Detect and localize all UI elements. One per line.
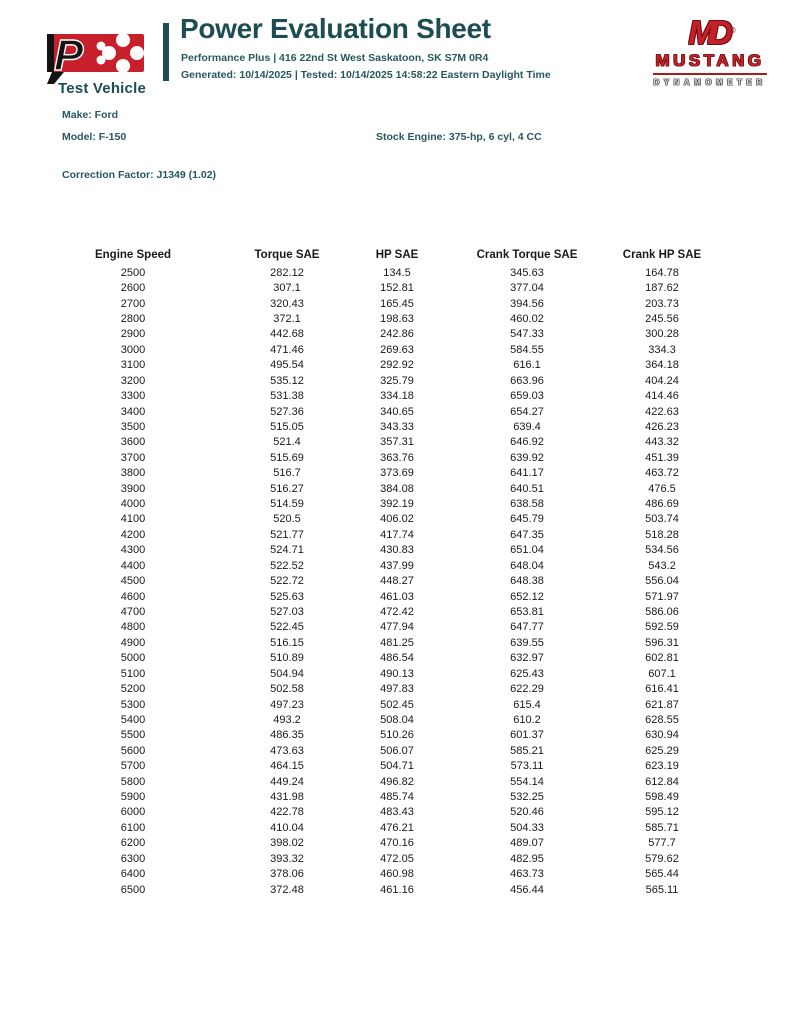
table-cell: 476.21 bbox=[380, 821, 414, 834]
table-cell: 641.17 bbox=[510, 467, 544, 480]
table-cell: 364.18 bbox=[645, 359, 679, 372]
md-monogram-text: MD bbox=[688, 14, 726, 51]
registered-mark: ® bbox=[729, 26, 736, 35]
table-cell: 282.12 bbox=[270, 266, 304, 279]
table-cell: 3200 bbox=[120, 374, 146, 387]
table-cell: 497.23 bbox=[270, 698, 304, 711]
table-cell: 377.04 bbox=[510, 282, 544, 295]
table-cell: 372.1 bbox=[273, 312, 301, 325]
table-cell: 4100 bbox=[120, 513, 146, 526]
mustang-dynamometer-logo bbox=[642, 16, 778, 87]
table-cell: 334.3 bbox=[648, 343, 676, 356]
table-cell: 472.05 bbox=[380, 852, 414, 865]
table-cell: 5700 bbox=[120, 760, 146, 773]
table-cell: 471.46 bbox=[270, 343, 304, 356]
table-cell: 476.5 bbox=[648, 482, 676, 495]
table-cell: 392.19 bbox=[380, 498, 414, 511]
table-cell: 152.81 bbox=[380, 282, 414, 295]
table-cell: 3000 bbox=[120, 343, 146, 356]
table-cell: 616.41 bbox=[645, 683, 679, 696]
table-cell: 2600 bbox=[120, 282, 146, 295]
table-row bbox=[56, 358, 704, 373]
table-row bbox=[56, 697, 704, 712]
column-header: HP SAE bbox=[375, 249, 419, 261]
table-cell: 647.35 bbox=[510, 528, 544, 541]
table-row bbox=[56, 882, 704, 897]
table-row bbox=[56, 589, 704, 604]
table-row bbox=[56, 419, 704, 434]
table-cell: 527.36 bbox=[270, 405, 304, 418]
table-cell: 532.25 bbox=[510, 791, 544, 804]
table-cell: 4500 bbox=[120, 575, 146, 588]
table-cell: 485.74 bbox=[380, 791, 414, 804]
table-row bbox=[56, 666, 704, 681]
table-cell: 473.63 bbox=[270, 744, 304, 757]
table-row bbox=[56, 512, 704, 527]
table-cell: 534.56 bbox=[645, 544, 679, 557]
table-cell: 585.21 bbox=[510, 744, 544, 757]
table-cell: 5800 bbox=[120, 775, 146, 788]
table-row bbox=[56, 388, 704, 403]
table-cell: 426.23 bbox=[645, 420, 679, 433]
table-cell: 607.1 bbox=[648, 667, 676, 680]
table-row bbox=[56, 851, 704, 866]
table-cell: 300.28 bbox=[645, 328, 679, 341]
table-cell: 639.92 bbox=[510, 451, 544, 464]
table-cell: 6100 bbox=[120, 821, 146, 834]
table-cell: 2500 bbox=[120, 266, 146, 279]
table-row bbox=[56, 404, 704, 419]
brand-label: Test Vehicle bbox=[58, 80, 146, 97]
table-cell: 645.79 bbox=[510, 513, 544, 526]
table-row bbox=[56, 820, 704, 835]
table-cell: 490.13 bbox=[380, 667, 414, 680]
table-cell: 461.16 bbox=[380, 883, 414, 896]
table-cell: 489.07 bbox=[510, 837, 544, 850]
table-cell: 659.03 bbox=[510, 390, 544, 403]
table-cell: 648.38 bbox=[510, 575, 544, 588]
table-cell: 464.15 bbox=[270, 760, 304, 773]
table-cell: 6400 bbox=[120, 868, 146, 881]
dynamometer-wordmark: DYNAMOMETER bbox=[653, 78, 767, 87]
table-cell: 443.32 bbox=[645, 436, 679, 449]
table-cell: 345.63 bbox=[510, 266, 544, 279]
table-cell: 4700 bbox=[120, 605, 146, 618]
table-cell: 4600 bbox=[120, 590, 146, 603]
table-cell: 3100 bbox=[120, 359, 146, 372]
table-row bbox=[56, 280, 704, 295]
table-cell: 406.02 bbox=[380, 513, 414, 526]
table-cell: 612.84 bbox=[645, 775, 679, 788]
table-cell: 470.16 bbox=[380, 837, 414, 850]
table-cell: 463.72 bbox=[645, 467, 679, 480]
table-cell: 520.5 bbox=[273, 513, 301, 526]
table-row bbox=[56, 573, 704, 588]
table-row bbox=[56, 450, 704, 465]
table-cell: 460.98 bbox=[380, 868, 414, 881]
table-cell: 579.62 bbox=[645, 852, 679, 865]
table-cell: 584.55 bbox=[510, 343, 544, 356]
table-cell: 663.96 bbox=[510, 374, 544, 387]
table-cell: 628.55 bbox=[645, 713, 679, 726]
table-cell: 586.06 bbox=[645, 605, 679, 618]
table-cell: 5200 bbox=[120, 683, 146, 696]
table-cell: 477.94 bbox=[380, 621, 414, 634]
table-cell: 448.27 bbox=[380, 575, 414, 588]
table-cell: 554.14 bbox=[510, 775, 544, 788]
table-cell: 640.51 bbox=[510, 482, 544, 495]
table-cell: 527.03 bbox=[270, 605, 304, 618]
table-cell: 630.94 bbox=[645, 729, 679, 742]
table-cell: 449.24 bbox=[270, 775, 304, 788]
column-header: Crank Torque SAE bbox=[476, 249, 578, 261]
table-cell: 510.26 bbox=[380, 729, 414, 742]
table-cell: 486.35 bbox=[270, 729, 304, 742]
table-body bbox=[56, 265, 704, 897]
table-cell: 531.38 bbox=[270, 390, 304, 403]
table-cell: 384.08 bbox=[380, 482, 414, 495]
table-cell: 422.63 bbox=[645, 405, 679, 418]
table-row bbox=[56, 265, 704, 280]
table-cell: 510.89 bbox=[270, 652, 304, 665]
table-cell: 497.83 bbox=[380, 683, 414, 696]
table-cell: 486.69 bbox=[645, 498, 679, 511]
table-row bbox=[56, 327, 704, 342]
table-cell: 521.77 bbox=[270, 528, 304, 541]
table-cell: 414.46 bbox=[645, 390, 679, 403]
table-cell: 5900 bbox=[120, 791, 146, 804]
table-cell: 460.02 bbox=[510, 312, 544, 325]
column-header: Torque SAE bbox=[254, 249, 320, 261]
table-cell: 4800 bbox=[120, 621, 146, 634]
table-cell: 547.33 bbox=[510, 328, 544, 341]
table-cell: 521.4 bbox=[273, 436, 301, 449]
table-cell: 483.43 bbox=[380, 806, 414, 819]
title-accent-bar bbox=[163, 23, 169, 81]
table-cell: 520.46 bbox=[510, 806, 544, 819]
table-cell: 504.33 bbox=[510, 821, 544, 834]
table-row bbox=[56, 604, 704, 619]
table-cell: 3300 bbox=[120, 390, 146, 403]
power-data-table bbox=[56, 247, 704, 897]
table-cell: 373.69 bbox=[380, 467, 414, 480]
table-cell: 595.12 bbox=[645, 806, 679, 819]
table-row bbox=[56, 558, 704, 573]
table-cell: 652.12 bbox=[510, 590, 544, 603]
table-cell: 502.45 bbox=[380, 698, 414, 711]
table-cell: 482.95 bbox=[510, 852, 544, 865]
table-cell: 6200 bbox=[120, 837, 146, 850]
table-cell: 378.06 bbox=[270, 868, 304, 881]
svg-text:P: P bbox=[54, 31, 84, 80]
table-cell: 430.83 bbox=[380, 544, 414, 557]
table-cell: 340.65 bbox=[380, 405, 414, 418]
table-cell: 502.58 bbox=[270, 683, 304, 696]
table-cell: 394.56 bbox=[510, 297, 544, 310]
table-cell: 602.81 bbox=[645, 652, 679, 665]
table-cell: 3500 bbox=[120, 420, 146, 433]
table-row bbox=[56, 435, 704, 450]
table-cell: 363.76 bbox=[380, 451, 414, 464]
table-cell: 646.92 bbox=[510, 436, 544, 449]
table-cell: 535.12 bbox=[270, 374, 304, 387]
table-row bbox=[56, 481, 704, 496]
table-cell: 164.78 bbox=[645, 266, 679, 279]
table-cell: 472.42 bbox=[380, 605, 414, 618]
table-cell: 516.27 bbox=[270, 482, 304, 495]
table-cell: 442.68 bbox=[270, 328, 304, 341]
table-cell: 622.29 bbox=[510, 683, 544, 696]
table-cell: 343.33 bbox=[380, 420, 414, 433]
table-cell: 516.7 bbox=[273, 467, 301, 480]
table-cell: 404.24 bbox=[645, 374, 679, 387]
table-cell: 651.04 bbox=[510, 544, 544, 557]
page-title: Power Evaluation Sheet bbox=[180, 13, 491, 44]
table-row bbox=[56, 866, 704, 881]
table-row bbox=[56, 759, 704, 774]
table-cell: 585.71 bbox=[645, 821, 679, 834]
table-cell: 496.82 bbox=[380, 775, 414, 788]
table-cell: 334.18 bbox=[380, 390, 414, 403]
table-cell: 504.71 bbox=[380, 760, 414, 773]
table-cell: 4900 bbox=[120, 636, 146, 649]
table-cell: 6000 bbox=[120, 806, 146, 819]
table-cell: 571.97 bbox=[645, 590, 679, 603]
table-cell: 5100 bbox=[120, 667, 146, 680]
table-cell: 654.27 bbox=[510, 405, 544, 418]
table-cell: 632.97 bbox=[510, 652, 544, 665]
table-row bbox=[56, 728, 704, 743]
table-cell: 610.2 bbox=[513, 713, 541, 726]
table-row bbox=[56, 743, 704, 758]
table-cell: 203.73 bbox=[645, 297, 679, 310]
table-cell: 543.2 bbox=[648, 559, 676, 572]
table-cell: 6500 bbox=[120, 883, 146, 896]
table-cell: 325.79 bbox=[380, 374, 414, 387]
table-row bbox=[56, 635, 704, 650]
table-cell: 522.52 bbox=[270, 559, 304, 572]
table-row bbox=[56, 527, 704, 542]
table-cell: 506.07 bbox=[380, 744, 414, 757]
table-cell: 481.25 bbox=[380, 636, 414, 649]
table-cell: 4400 bbox=[120, 559, 146, 572]
table-cell: 565.44 bbox=[645, 868, 679, 881]
table-cell: 639.4 bbox=[513, 420, 541, 433]
table-cell: 4300 bbox=[120, 544, 146, 557]
table-row bbox=[56, 543, 704, 558]
table-cell: 515.05 bbox=[270, 420, 304, 433]
table-row bbox=[56, 789, 704, 804]
table-cell: 437.99 bbox=[380, 559, 414, 572]
column-header: Crank HP SAE bbox=[622, 249, 702, 261]
table-cell: 2800 bbox=[120, 312, 146, 325]
table-cell: 493.2 bbox=[273, 713, 301, 726]
table-cell: 393.32 bbox=[270, 852, 304, 865]
table-row bbox=[56, 712, 704, 727]
table-cell: 514.59 bbox=[270, 498, 304, 511]
table-cell: 504.94 bbox=[270, 667, 304, 680]
table-cell: 431.98 bbox=[270, 791, 304, 804]
mustang-wordmark: MUSTANG bbox=[653, 51, 766, 75]
shop-address-line: Performance Plus | 416 22nd St West Saskatoon, SK S7M 0R4 bbox=[181, 52, 489, 64]
table-cell: 565.11 bbox=[645, 883, 679, 896]
table-cell: 269.63 bbox=[380, 343, 414, 356]
table-header-row bbox=[56, 247, 704, 263]
table-row bbox=[56, 774, 704, 789]
table-cell: 639.55 bbox=[510, 636, 544, 649]
table-cell: 647.77 bbox=[510, 621, 544, 634]
table-row bbox=[56, 651, 704, 666]
table-cell: 577.7 bbox=[648, 837, 676, 850]
vehicle-make: Make: Ford bbox=[62, 109, 119, 121]
table-cell: 2900 bbox=[120, 328, 146, 341]
table-cell: 495.54 bbox=[270, 359, 304, 372]
table-cell: 372.48 bbox=[270, 883, 304, 896]
table-cell: 524.71 bbox=[270, 544, 304, 557]
table-cell: 307.1 bbox=[273, 282, 301, 295]
table-cell: 187.62 bbox=[645, 282, 679, 295]
table-cell: 615.4 bbox=[513, 698, 541, 711]
table-cell: 245.56 bbox=[645, 312, 679, 325]
table-cell: 625.43 bbox=[510, 667, 544, 680]
table-cell: 522.45 bbox=[270, 621, 304, 634]
table-cell: 4200 bbox=[120, 528, 146, 541]
table-row bbox=[56, 296, 704, 311]
table-cell: 522.72 bbox=[270, 575, 304, 588]
table-cell: 6300 bbox=[120, 852, 146, 865]
table-cell: 5600 bbox=[120, 744, 146, 757]
table-row bbox=[56, 342, 704, 357]
table-cell: 5000 bbox=[120, 652, 146, 665]
table-row bbox=[56, 373, 704, 388]
table-cell: 4000 bbox=[120, 498, 146, 511]
table-cell: 625.29 bbox=[645, 744, 679, 757]
generated-tested-line: Generated: 10/14/2025 | Tested: 10/14/2025 14:58:22 Eastern Daylight Time bbox=[181, 69, 551, 81]
table-cell: 398.02 bbox=[270, 837, 304, 850]
md-monogram-icon bbox=[642, 16, 778, 50]
table-cell: 596.31 bbox=[645, 636, 679, 649]
table-cell: 410.04 bbox=[270, 821, 304, 834]
table-cell: 357.31 bbox=[380, 436, 414, 449]
table-cell: 3400 bbox=[120, 405, 146, 418]
table-cell: 165.45 bbox=[380, 297, 414, 310]
table-cell: 638.58 bbox=[510, 498, 544, 511]
table-cell: 648.04 bbox=[510, 559, 544, 572]
table-cell: 516.15 bbox=[270, 636, 304, 649]
vehicle-model: Model: F-150 bbox=[62, 131, 127, 143]
table-row bbox=[56, 805, 704, 820]
table-cell: 592.59 bbox=[645, 621, 679, 634]
table-cell: 5500 bbox=[120, 729, 146, 742]
table-cell: 3600 bbox=[120, 436, 146, 449]
table-cell: 242.86 bbox=[380, 328, 414, 341]
table-cell: 518.28 bbox=[645, 528, 679, 541]
table-cell: 598.49 bbox=[645, 791, 679, 804]
table-cell: 508.04 bbox=[380, 713, 414, 726]
table-cell: 134.5 bbox=[383, 266, 411, 279]
table-cell: 5300 bbox=[120, 698, 146, 711]
table-cell: 422.78 bbox=[270, 806, 304, 819]
table-cell: 292.92 bbox=[380, 359, 414, 372]
table-cell: 456.44 bbox=[510, 883, 544, 896]
table-cell: 556.04 bbox=[645, 575, 679, 588]
table-cell: 621.87 bbox=[645, 698, 679, 711]
table-cell: 503.74 bbox=[645, 513, 679, 526]
table-row bbox=[56, 496, 704, 511]
table-cell: 573.11 bbox=[510, 760, 544, 773]
table-cell: 2700 bbox=[120, 297, 146, 310]
table-row bbox=[56, 681, 704, 696]
table-cell: 515.69 bbox=[270, 451, 304, 464]
table-row bbox=[56, 465, 704, 480]
table-cell: 461.03 bbox=[380, 590, 414, 603]
performance-plus-logo-icon bbox=[46, 28, 150, 86]
table-cell: 463.73 bbox=[510, 868, 544, 881]
table-cell: 616.1 bbox=[513, 359, 541, 372]
table-row bbox=[56, 836, 704, 851]
table-cell: 601.37 bbox=[510, 729, 544, 742]
table-cell: 623.19 bbox=[645, 760, 679, 773]
table-cell: 486.54 bbox=[380, 652, 414, 665]
table-cell: 417.74 bbox=[380, 528, 414, 541]
table-cell: 320.43 bbox=[270, 297, 304, 310]
table-cell: 3800 bbox=[120, 467, 146, 480]
table-cell: 451.39 bbox=[645, 451, 679, 464]
stock-engine: Stock Engine: 375-hp, 6 cyl, 4 CC bbox=[376, 131, 542, 143]
table-cell: 525.63 bbox=[270, 590, 304, 603]
correction-factor: Correction Factor: J1349 (1.02) bbox=[62, 169, 217, 181]
table-row bbox=[56, 311, 704, 326]
table-cell: 5400 bbox=[120, 713, 146, 726]
table-cell: 653.81 bbox=[510, 605, 544, 618]
table-cell: 3700 bbox=[120, 451, 146, 464]
table-cell: 198.63 bbox=[380, 312, 414, 325]
table-row bbox=[56, 620, 704, 635]
table-cell: 3900 bbox=[120, 482, 146, 495]
column-header: Engine Speed bbox=[94, 249, 172, 261]
